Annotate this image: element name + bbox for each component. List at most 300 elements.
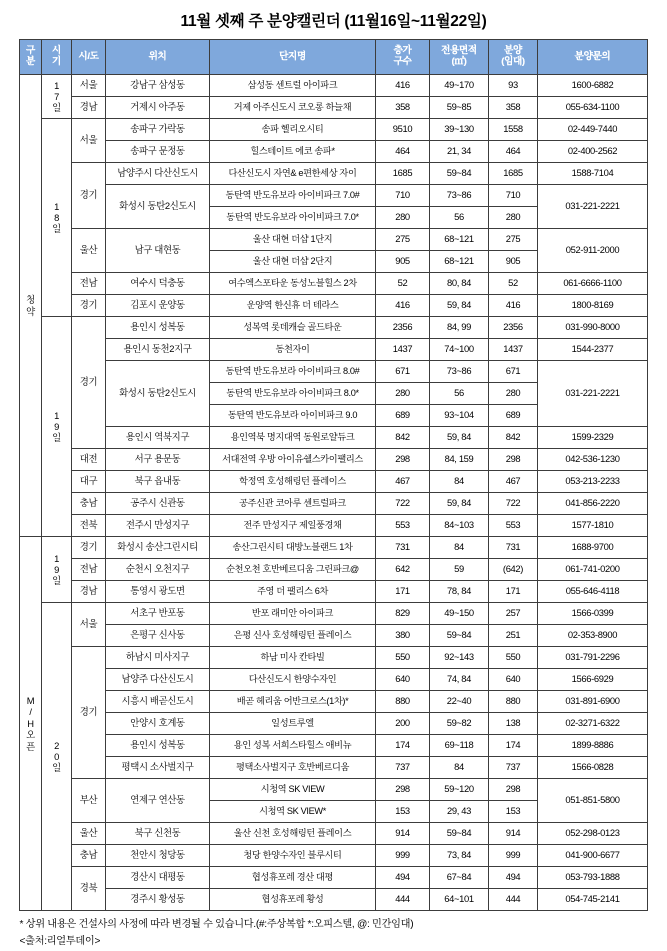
table-row (20, 493, 648, 515)
cell-location: 경산시 대평동 (106, 867, 210, 889)
cell-contact: 1688-9700 (538, 537, 648, 559)
footnote-line-1: * 상위 내용은 건설사의 사정에 따라 변경될 수 있습니다.(#:주상복합 *:오피스텔, @: 민간임대) (19, 919, 414, 930)
cell-total-units: 2356 (376, 317, 430, 339)
cell-complex-name: 동탄역 반도유보라 아이비파크 8.0# (210, 361, 376, 383)
cell-supply: 298 (489, 779, 538, 801)
cell-contact: 1577-1810 (538, 515, 648, 537)
table-row (20, 361, 648, 383)
cell-total-units: 842 (376, 427, 430, 449)
cell-area: 29, 43 (430, 801, 489, 823)
table-row (20, 273, 648, 295)
cell-contact: 031-990-8000 (538, 317, 648, 339)
cell-supply: 280 (489, 207, 538, 229)
cell-supply: 905 (489, 251, 538, 273)
cell-complex-name: 하남 미사 칸타빌 (210, 647, 376, 669)
cell-total-units: 416 (376, 295, 430, 317)
cell-supply: 467 (489, 471, 538, 493)
cell-total-units: 280 (376, 383, 430, 405)
cell-area: 68~121 (430, 229, 489, 251)
table-row (20, 845, 648, 867)
cell-location: 경주시 황성동 (106, 889, 210, 911)
cell-contact: 054-745-2141 (538, 889, 648, 911)
cell-complex-name: 용인 성복 서희스타힐스 애비뉴 (210, 735, 376, 757)
table-row (20, 735, 648, 757)
cell-gubun (20, 537, 42, 911)
cell-area: 56 (430, 383, 489, 405)
cell-complex-name: 운양역 한신휴 더 테라스 (210, 295, 376, 317)
table-row (20, 669, 648, 691)
cell-total-units: 416 (376, 75, 430, 97)
cell-location: 용인시 성복동 (106, 317, 210, 339)
cell-supply: 842 (489, 427, 538, 449)
cell-contact: 031-791-2296 (538, 647, 648, 669)
cell-total-units: 642 (376, 559, 430, 581)
cell-sido: 서울 (72, 603, 106, 647)
cell-total-units: 298 (376, 779, 430, 801)
cell-location: 통영시 광도면 (106, 581, 210, 603)
cell-date-ch2: 7 (54, 90, 59, 102)
cell-contact: 053-213-2233 (538, 471, 648, 493)
table-row (20, 625, 648, 647)
table-row (20, 427, 648, 449)
cell-area: 74, 84 (430, 669, 489, 691)
header-gubun-ch2: 분 (26, 56, 35, 67)
cell-supply: 737 (489, 757, 538, 779)
table-row (20, 141, 648, 163)
table-row (20, 713, 648, 735)
cell-area: 69~118 (430, 735, 489, 757)
cell-date-ch1: 1 (54, 200, 59, 212)
cell-gubun-ch4: 오 (26, 729, 35, 741)
cell-supply: 1558 (489, 119, 538, 141)
cell-contact: 02-3271-6322 (538, 713, 648, 735)
cell-complex-name: 울산 대현 더샵 2단지 (210, 251, 376, 273)
cell-total-units: 880 (376, 691, 430, 713)
cell-supply: 1437 (489, 339, 538, 361)
cell-supply: 257 (489, 603, 538, 625)
cell-sido: 대전 (72, 449, 106, 471)
cell-supply: 999 (489, 845, 538, 867)
table-row (20, 449, 648, 471)
cell-complex-name: 일성트루엘 (210, 713, 376, 735)
header-units-line1: 층가 (393, 45, 412, 57)
cell-date-ch1: 1 (54, 552, 59, 564)
cell-supply: 710 (489, 185, 538, 207)
cell-area: 92~143 (430, 647, 489, 669)
cell-area: 84 (430, 537, 489, 559)
cell-area: 84 (430, 471, 489, 493)
cell-area: 22~40 (430, 691, 489, 713)
cell-date-ch2: 9 (54, 420, 59, 432)
cell-location: 용인시 동천2지구 (106, 339, 210, 361)
cell-date (42, 75, 72, 119)
cell-sido: 울산 (72, 229, 106, 273)
cell-gubun-ch1: M (26, 694, 35, 706)
cell-complex-name: 동탄역 반도유보라 아이비파크 7.0# (210, 185, 376, 207)
cell-contact: 031-891-6900 (538, 691, 648, 713)
cell-contact: 1588-7104 (538, 163, 648, 185)
cell-date-ch1: 1 (54, 409, 59, 421)
cell-location: 평택시 소사벌지구 (106, 757, 210, 779)
cell-sido: 경기 (72, 317, 106, 449)
column-header-contact: 분양문의 (538, 40, 648, 75)
cell-location: 거제시 아주동 (106, 97, 210, 119)
cell-date-ch2: 0 (54, 750, 59, 762)
cell-contact: 055-634-1100 (538, 97, 648, 119)
cell-complex-name: 반포 래미안 아이파크 (210, 603, 376, 625)
cell-complex-name: 공주신관 코아루 센트럴파크 (210, 493, 376, 515)
cell-area: 93~104 (430, 405, 489, 427)
cell-complex-name: 동탄역 반도유보라 아이비파크 9.0 (210, 405, 376, 427)
cell-total-units: 467 (376, 471, 430, 493)
cell-area: 56 (430, 207, 489, 229)
header-area-line1: 전용면적 (441, 45, 477, 57)
cell-contact: 031-221-2221 (538, 361, 648, 427)
cell-complex-name: 평택소사벌지구 호반베르디움 (210, 757, 376, 779)
cell-date-ch3: 일 (52, 432, 61, 444)
cell-total-units: 710 (376, 185, 430, 207)
cell-location: 남양주시 다산신도시 (106, 163, 210, 185)
cell-gubun-ch3: H (27, 717, 34, 729)
table-row (20, 559, 648, 581)
cell-area: 59~82 (430, 713, 489, 735)
cell-area: 80, 84 (430, 273, 489, 295)
cell-sido: 충남 (72, 845, 106, 867)
cell-total-units: 640 (376, 669, 430, 691)
cell-total-units: 689 (376, 405, 430, 427)
cell-total-units: 829 (376, 603, 430, 625)
column-header-location: 위치 (106, 40, 210, 75)
cell-date-ch2: 9 (54, 563, 59, 575)
cell-total-units: 671 (376, 361, 430, 383)
table-row (20, 317, 648, 339)
cell-area: 64~101 (430, 889, 489, 911)
cell-area: 78, 84 (430, 581, 489, 603)
cell-supply: 280 (489, 383, 538, 405)
cell-sido: 경남 (72, 581, 106, 603)
cell-area: 59~84 (430, 625, 489, 647)
cell-complex-name: 울산 대현 더샵 1단지 (210, 229, 376, 251)
cell-area: 73~86 (430, 361, 489, 383)
cell-supply: 689 (489, 405, 538, 427)
cell-contact: 1566-0828 (538, 757, 648, 779)
column-header-gubun (20, 40, 42, 75)
cell-complex-name: 다산신도시 자연& e편한세상 자이 (210, 163, 376, 185)
cell-supply: (642) (489, 559, 538, 581)
cell-location: 강남구 삼성동 (106, 75, 210, 97)
cell-complex-name: 거제 아주신도시 코오롱 하늘채 (210, 97, 376, 119)
cell-contact: 1800-8169 (538, 295, 648, 317)
cell-contact: 055-646-4118 (538, 581, 648, 603)
cell-supply: 722 (489, 493, 538, 515)
header-supply-line1: 분양 (504, 45, 522, 57)
cell-supply: 174 (489, 735, 538, 757)
cell-sido: 부산 (72, 779, 106, 823)
table-row (20, 647, 648, 669)
cell-contact: 042-536-1230 (538, 449, 648, 471)
cell-total-units: 275 (376, 229, 430, 251)
cell-sido: 경기 (72, 163, 106, 229)
cell-sido: 대구 (72, 471, 106, 493)
cell-area: 59, 84 (430, 427, 489, 449)
cell-total-units: 280 (376, 207, 430, 229)
cell-contact: 1544-2377 (538, 339, 648, 361)
cell-location: 시흥시 배곧신도시 (106, 691, 210, 713)
cell-area: 59~85 (430, 97, 489, 119)
header-area-line2: (㎡) (451, 56, 467, 67)
cell-sido: 경기 (72, 295, 106, 317)
cell-sido: 서울 (72, 75, 106, 97)
cell-area: 59, 84 (430, 295, 489, 317)
cell-complex-name: 여수엑스포타운 동성노블힐스 2차 (210, 273, 376, 295)
table-row (20, 185, 648, 207)
header-units-line2: 구수 (393, 56, 412, 67)
cell-contact: 02-353-8900 (538, 625, 648, 647)
cell-area: 59~120 (430, 779, 489, 801)
column-header-total-units (376, 40, 430, 75)
table-row (20, 471, 648, 493)
table-row (20, 779, 648, 801)
cell-area: 84, 99 (430, 317, 489, 339)
cell-date (42, 537, 72, 603)
cell-location: 남구 대현동 (106, 229, 210, 273)
table-row (20, 229, 648, 251)
cell-location: 천안시 청당동 (106, 845, 210, 867)
cell-sido: 전남 (72, 273, 106, 295)
cell-location: 은평구 신사동 (106, 625, 210, 647)
cell-date (42, 317, 72, 537)
cell-contact: 052-298-0123 (538, 823, 648, 845)
cell-location: 북구 읍내동 (106, 471, 210, 493)
cell-contact: 1600-6882 (538, 75, 648, 97)
cell-complex-name: 동탄역 반도유보라 아이비파크 7.0* (210, 207, 376, 229)
cell-location: 송파구 문정동 (106, 141, 210, 163)
cell-complex-name: 다산신도시 한양수자인 (210, 669, 376, 691)
cell-date-ch2: 8 (54, 211, 59, 223)
cell-gubun-ch1: 청 (26, 294, 35, 306)
header-sigi-ch1: 시 (52, 45, 61, 57)
cell-complex-name: 울산 신천 호성해링턴 플레이스 (210, 823, 376, 845)
cell-total-units: 722 (376, 493, 430, 515)
cell-contact: 051-851-5800 (538, 779, 648, 823)
cell-total-units: 737 (376, 757, 430, 779)
cell-total-units: 171 (376, 581, 430, 603)
cell-complex-name: 배곧 헤리움 어반크로스(1차)* (210, 691, 376, 713)
cell-total-units: 1685 (376, 163, 430, 185)
cell-complex-name: 시청역 SK VIEW (210, 779, 376, 801)
cell-gubun-ch5: 픈 (26, 740, 35, 752)
cell-supply: 1685 (489, 163, 538, 185)
cell-supply: 494 (489, 867, 538, 889)
cell-location: 하남시 미사지구 (106, 647, 210, 669)
table-row (20, 581, 648, 603)
cell-contact: 1899-8886 (538, 735, 648, 757)
cell-area: 73~86 (430, 185, 489, 207)
cell-total-units: 914 (376, 823, 430, 845)
table-row (20, 889, 648, 911)
cell-complex-name: 학정역 호성해링턴 플레이스 (210, 471, 376, 493)
cell-sido: 충남 (72, 493, 106, 515)
cell-area: 21, 34 (430, 141, 489, 163)
cell-date-ch3: 일 (52, 102, 61, 114)
table-row (20, 823, 648, 845)
cell-complex-name: 힐스테이트 에코 송파* (210, 141, 376, 163)
header-row (20, 40, 648, 75)
cell-complex-name: 은평 신사 호성해링턴 플레이스 (210, 625, 376, 647)
cell-gubun-ch2: / (29, 706, 32, 718)
cell-location: 용인시 역북지구 (106, 427, 210, 449)
table-row (20, 163, 648, 185)
cell-sido: 경북 (72, 867, 106, 911)
table-row (20, 691, 648, 713)
cell-complex-name: 성복역 롯데캐슬 골드타운 (210, 317, 376, 339)
cell-supply: 416 (489, 295, 538, 317)
cell-contact: 02-449-7440 (538, 119, 648, 141)
cell-supply: 275 (489, 229, 538, 251)
cell-total-units: 905 (376, 251, 430, 273)
cell-supply: 914 (489, 823, 538, 845)
cell-location: 전주시 만성지구 (106, 515, 210, 537)
cell-sido: 전남 (72, 559, 106, 581)
cell-sido: 경기 (72, 647, 106, 779)
cell-supply: 138 (489, 713, 538, 735)
table-row (20, 757, 648, 779)
footnote-line-2: <출처:리얼투데이> (19, 935, 101, 947)
cell-complex-name: 삼성동 센트럴 아이파크 (210, 75, 376, 97)
cell-location: 안양시 호계동 (106, 713, 210, 735)
cell-complex-name: 주영 더 팰리스 6차 (210, 581, 376, 603)
cell-supply: 251 (489, 625, 538, 647)
cell-location: 서초구 반포동 (106, 603, 210, 625)
cell-total-units: 550 (376, 647, 430, 669)
cell-area: 84, 159 (430, 449, 489, 471)
cell-location: 여수시 덕충동 (106, 273, 210, 295)
cell-location: 송파구 가락동 (106, 119, 210, 141)
cell-complex-name: 전주 만성지구 제일풍경채 (210, 515, 376, 537)
cell-date-ch3: 일 (52, 762, 61, 774)
cell-location: 남양주 다산신도시 (106, 669, 210, 691)
cell-location: 화성시 송산그린시티 (106, 537, 210, 559)
cell-supply: 464 (489, 141, 538, 163)
cell-sido: 경남 (72, 97, 106, 119)
cell-contact: 041-900-6677 (538, 845, 648, 867)
cell-complex-name: 용인역북 명지대역 동원로얄듀크 (210, 427, 376, 449)
cell-total-units: 380 (376, 625, 430, 647)
table-row (20, 867, 648, 889)
cell-complex-name: 순천오천 호반베르디움 그린파크@ (210, 559, 376, 581)
cell-complex-name: 청당 한양수자인 블루시티 (210, 845, 376, 867)
table-row (20, 97, 648, 119)
cell-location: 김포시 운양동 (106, 295, 210, 317)
cell-area: 59 (430, 559, 489, 581)
table-row (20, 515, 648, 537)
table-body (20, 75, 648, 911)
cell-total-units: 444 (376, 889, 430, 911)
cell-contact: 061-741-0200 (538, 559, 648, 581)
cell-contact: 031-221-2221 (538, 185, 648, 229)
cell-area: 59~84 (430, 163, 489, 185)
cell-contact: 061-6666-1100 (538, 273, 648, 295)
cell-total-units: 153 (376, 801, 430, 823)
cell-area: 67~84 (430, 867, 489, 889)
cell-area: 84 (430, 757, 489, 779)
cell-supply: 93 (489, 75, 538, 97)
cell-complex-name: 송파 헬리오시티 (210, 119, 376, 141)
cell-complex-name: 서대전역 우방 아이유쉘스카이팰리스 (210, 449, 376, 471)
cell-area: 49~150 (430, 603, 489, 625)
cell-contact: 041-856-2220 (538, 493, 648, 515)
column-header-supply (489, 40, 538, 75)
cell-gubun (20, 75, 42, 537)
cell-supply: 153 (489, 801, 538, 823)
cell-location: 용인시 성복동 (106, 735, 210, 757)
cell-date-ch1: 2 (54, 739, 59, 751)
cell-supply: 171 (489, 581, 538, 603)
table-header (20, 40, 648, 75)
cell-sido: 서울 (72, 119, 106, 163)
cell-total-units: 174 (376, 735, 430, 757)
cell-area: 49~170 (430, 75, 489, 97)
cell-supply: 2356 (489, 317, 538, 339)
cell-location: 북구 신천동 (106, 823, 210, 845)
cell-total-units: 999 (376, 845, 430, 867)
cell-complex-name: 동탄역 반도유보라 아이비파크 8.0* (210, 383, 376, 405)
footnotes (20, 917, 648, 951)
cell-date (42, 119, 72, 317)
cell-total-units: 494 (376, 867, 430, 889)
header-supply-line2: (임대) (501, 56, 525, 67)
cell-area: 59~84 (430, 823, 489, 845)
cell-location: 화성시 동탄2신도시 (106, 185, 210, 229)
cell-date-ch1: 1 (54, 79, 59, 91)
cell-contact: 053-793-1888 (538, 867, 648, 889)
cell-total-units: 731 (376, 537, 430, 559)
header-sigi-ch2: 기 (52, 56, 61, 67)
cell-date-ch3: 일 (52, 575, 61, 587)
cell-location: 순천시 오천지구 (106, 559, 210, 581)
cell-location: 연제구 연산동 (106, 779, 210, 823)
cell-area: 68~121 (430, 251, 489, 273)
cell-supply: 880 (489, 691, 538, 713)
cell-total-units: 52 (376, 273, 430, 295)
cell-date-ch3: 일 (52, 223, 61, 235)
cell-supply: 553 (489, 515, 538, 537)
cell-complex-name: 송산그린시티 대방노블랜드 1차 (210, 537, 376, 559)
cell-area: 84~103 (430, 515, 489, 537)
cell-complex-name: 시청역 SK VIEW* (210, 801, 376, 823)
column-header-sido: 시/도 (72, 40, 106, 75)
cell-total-units: 553 (376, 515, 430, 537)
table-row (20, 339, 648, 361)
cell-supply: 298 (489, 449, 538, 471)
cell-contact: 052-911-2000 (538, 229, 648, 273)
cell-supply: 671 (489, 361, 538, 383)
cell-sido: 경기 (72, 537, 106, 559)
cell-date (42, 603, 72, 911)
cell-total-units: 200 (376, 713, 430, 735)
column-header-sigi (42, 40, 72, 75)
column-header-area (430, 40, 489, 75)
cell-supply: 358 (489, 97, 538, 119)
cell-supply: 640 (489, 669, 538, 691)
cell-location: 공주시 신관동 (106, 493, 210, 515)
cell-total-units: 464 (376, 141, 430, 163)
cell-contact: 02-400-2562 (538, 141, 648, 163)
cell-sido: 울산 (72, 823, 106, 845)
cell-supply: 550 (489, 647, 538, 669)
column-header-complex-name: 단지명 (210, 40, 376, 75)
cell-contact: 1599-2329 (538, 427, 648, 449)
